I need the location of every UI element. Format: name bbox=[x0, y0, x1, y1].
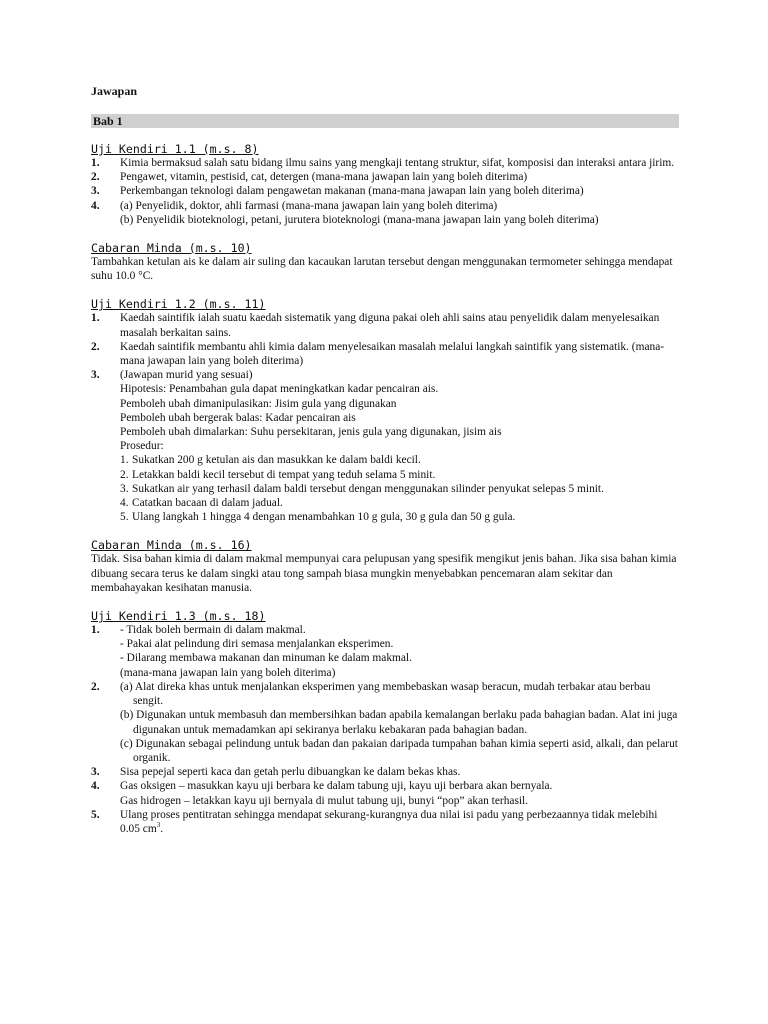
answer-line: Gas oksigen – masukkan kayu uji berbara ke dalam tabung uji, kayu uji berbara akan bernyala. bbox=[120, 780, 553, 793]
section-cabaran-minda-10 bbox=[91, 241, 679, 283]
answer-line: (mana-mana jawapan lain yang boleh diterima) bbox=[120, 666, 336, 679]
step-number: 4. bbox=[120, 497, 129, 510]
answer-text bbox=[120, 808, 679, 836]
section-cabaran-minda-16 bbox=[91, 538, 679, 595]
answer-line: (Jawapan murid yang sesuai) bbox=[120, 369, 253, 382]
step-text: Letakkan baldi kecil tersebut di tempat yang teduh selama 5 minit. bbox=[132, 468, 436, 481]
answer-body bbox=[120, 199, 679, 227]
step-text: Ulang langkah 1 hingga 4 dengan menambahkan 10 g gula, 30 g gula dan 50 g gula. bbox=[132, 511, 516, 524]
manipulated-variable-line: Pemboleh ubah dimanipulasikan: Jisim gula yang digunakan bbox=[120, 397, 397, 410]
answer-text: Tambahkan ketulan ais ke dalam air suling dan kacaukan larutan tersebut dengan menggunakan termometer sehingga mendapat suhu 10.0 °C. bbox=[91, 256, 673, 283]
section-heading: Cabaran Minda (m.s. 16) bbox=[91, 538, 252, 553]
answer-number: 5. bbox=[91, 808, 100, 821]
answer-item bbox=[91, 184, 679, 198]
answer-text: Sisa pepejal seperti kaca dan getah perlu dibuangkan ke dalam bekas khas. bbox=[120, 766, 461, 779]
answer-number: 1. bbox=[91, 312, 100, 325]
answer-text: Pengawet, vitamin, pestisid, cat, detergen (mana-mana jawapan lain yang boleh diterima) bbox=[120, 171, 528, 184]
answer-line: - Dilarang membawa makanan dan minuman ke dalam makmal. bbox=[120, 652, 412, 665]
document-page bbox=[91, 84, 679, 850]
answer-item bbox=[91, 340, 679, 368]
answer-item bbox=[91, 680, 679, 765]
answer-number: 3. bbox=[91, 369, 100, 382]
answer-item bbox=[91, 311, 679, 339]
section-heading: Uji Kendiri 1.1 (m.s. 8) bbox=[91, 142, 259, 156]
answer-line: - Pakai alat pelindung diri semasa menjalankan eksperimen. bbox=[120, 638, 394, 651]
section-uji-kendiri-1-1 bbox=[91, 142, 679, 227]
section-heading: Cabaran Minda (m.s. 10) bbox=[91, 241, 252, 256]
step-text: Sukatkan 200 g ketulan ais dan masukkan ke dalam baldi kecil. bbox=[132, 454, 421, 467]
answer-part-b: (b) Digunakan untuk membasuh dan membersihkan badan apabila kemalangan berlaku pada bahagian badan. Alat ini juga digunakan untuk memadamkan api sekiranya berlaku kebakaran pada bahagian badan. bbox=[120, 709, 678, 736]
answer-part-a: (a) Alat direka khas untuk menjalankan eksperimen yang membebaskan wasap beracun, mudah terbakar atau berbau sengit. bbox=[120, 680, 651, 708]
answer-item bbox=[91, 779, 679, 807]
answer-part-c: (c) Digunakan sebagai pelindung untuk badan dan pakaian daripada tumpahan bahan kimia seperti asid, alkali, dan pelarut organik. bbox=[120, 737, 678, 764]
hypothesis-line: Hipotesis: Penambahan gula dapat meningkatkan kadar pencairan ais. bbox=[120, 383, 439, 396]
answer-number: 2. bbox=[91, 680, 100, 693]
answer-body bbox=[120, 368, 679, 524]
procedure-step bbox=[120, 453, 679, 467]
answer-text-end: . bbox=[160, 822, 164, 835]
procedure-step bbox=[120, 496, 679, 510]
answer-part-b: (b) Penyelidik bioteknologi, petani, jurutera bioteknologi (mana-mana jawapan lain yang boleh diterima) bbox=[120, 213, 599, 226]
step-number: 3. bbox=[120, 482, 129, 495]
answer-text: Kaedah saintifik ialah suatu kaedah sistematik yang diguna pakai oleh ahli sains atau penyelidik dalam menyelesaikan masalah berkaitan sains. bbox=[120, 312, 660, 339]
answer-text-main: Ulang proses pentitratan sehingga mendapat sekurang-kurangnya dua nilai isi padu yang perbezaannya tidak melebihi 0.05 cm bbox=[120, 808, 658, 835]
answer-number: 4. bbox=[91, 199, 100, 212]
step-number: 1. bbox=[120, 454, 129, 467]
answer-item bbox=[91, 808, 679, 836]
answer-body bbox=[120, 779, 679, 807]
page-title: Jawapan bbox=[91, 84, 138, 98]
procedure-step bbox=[120, 482, 679, 496]
answer-item bbox=[91, 199, 679, 227]
answer-line: Gas hidrogen – letakkan kayu uji bernyala di mulut tabung uji, bunyi “pop” akan terhasil. bbox=[120, 794, 529, 807]
section-uji-kendiri-1-3 bbox=[91, 609, 679, 836]
step-number: 2. bbox=[120, 468, 129, 481]
answer-number: 3. bbox=[91, 766, 100, 779]
answer-body bbox=[120, 680, 679, 765]
answer-text: Perkembangan teknologi dalam pengawetan makanan (mana-mana jawapan lain yang boleh diterima) bbox=[120, 185, 584, 198]
procedure-step bbox=[120, 468, 679, 482]
answer-number: 3. bbox=[91, 185, 100, 198]
answer-item bbox=[91, 156, 679, 170]
chapter-header: Bab 1 bbox=[91, 114, 679, 128]
answer-number: 1. bbox=[91, 157, 100, 169]
step-number: 5. bbox=[120, 511, 129, 524]
answer-number: 4. bbox=[91, 780, 100, 793]
answer-line: - Tidak boleh bermain di dalam makmal. bbox=[120, 624, 306, 637]
answer-part-a: (a) Penyelidik, doktor, ahli farmasi (mana-mana jawapan lain yang boleh diterima) bbox=[120, 199, 498, 212]
answer-item bbox=[91, 623, 679, 680]
section-heading: Uji Kendiri 1.3 (m.s. 18) bbox=[91, 609, 266, 624]
answer-text: Tidak. Sisa bahan kimia di dalam makmal mempunyai cara pelupusan yang spesifik mengikut jenis bahan. Jika sisa bahan kimia dibuang secara terus ke dalam singki atau tong sampah biasa mungkin menyebabkan pencemaran alam sekitar dan membahayakan kesihatan manusia. bbox=[91, 553, 677, 594]
answer-item bbox=[91, 368, 679, 524]
section-uji-kendiri-1-2 bbox=[91, 297, 679, 524]
answer-text: Kimia bermaksud salah satu bidang ilmu sains yang mengkaji tentang struktur, sifat, komposisi dan interaksi antara jirim. bbox=[120, 157, 675, 169]
section-heading: Uji Kendiri 1.2 (m.s. 11) bbox=[91, 297, 266, 312]
superscript: 3 bbox=[156, 821, 161, 830]
answer-item bbox=[91, 170, 679, 184]
answer-body bbox=[120, 623, 679, 680]
answer-number: 1. bbox=[91, 624, 100, 637]
responding-variable-line: Pemboleh ubah bergerak balas: Kadar pencairan ais bbox=[120, 411, 356, 424]
answer-text: Kaedah saintifik membantu ahli kimia dalam menyelesaikan masalah melalui langkah saintifik yang sistematik. (mana-mana jawapan lain yang boleh diterima) bbox=[120, 340, 665, 368]
procedure-steps bbox=[120, 453, 679, 524]
constant-variable-line: Pemboleh ubah dimalarkan: Suhu persekitaran, jenis gula yang digunakan, jisim ais bbox=[120, 426, 502, 439]
answer-number: 2. bbox=[91, 171, 100, 184]
step-text: Catatkan bacaan di dalam jadual. bbox=[132, 497, 283, 510]
procedure-label: Prosedur: bbox=[120, 440, 164, 453]
procedure-step bbox=[120, 510, 679, 524]
answer-number: 2. bbox=[91, 340, 100, 353]
step-text: Sukatkan air yang terhasil dalam baldi tersebut dengan menggunakan silinder penyukat selepas 5 minit. bbox=[132, 482, 604, 495]
answer-item bbox=[91, 765, 679, 779]
